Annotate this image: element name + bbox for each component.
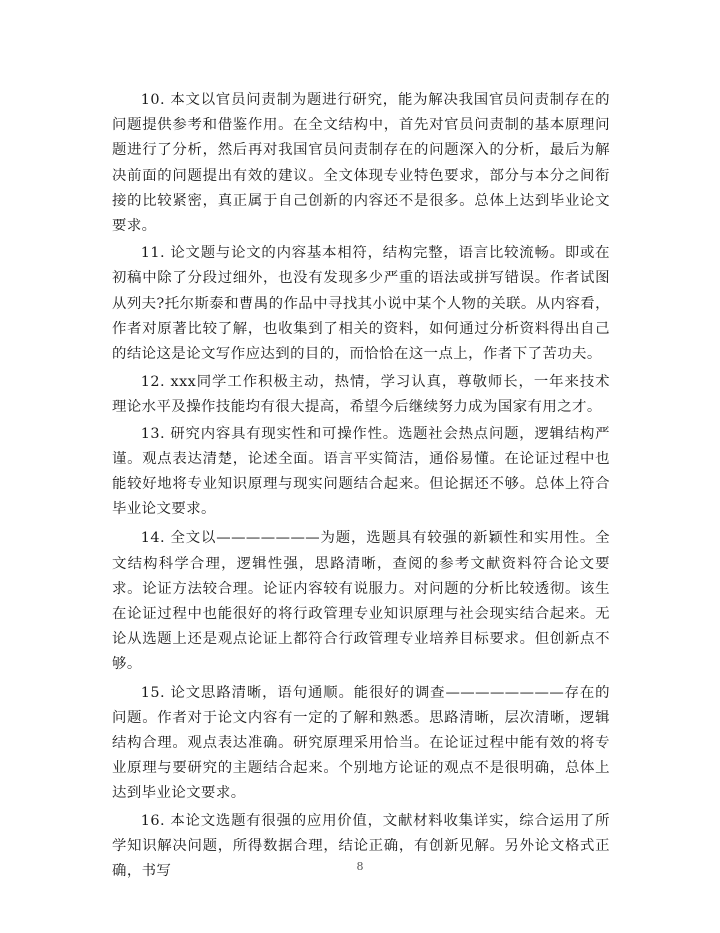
paragraph-13: 13. 研究内容具有现实性和可操作性。选题社会热点问题，逻辑结构严谨。观点表达清楚，论述全面。语言平实简洁，通俗易懂。在论证过程中也能较好地将专业知识原理与现实问题结合起来。但论据还不够。总体上符合毕业论文要求。 [112, 425, 610, 518]
document-body [112, 88, 610, 884]
paragraph-12: 12. xxx同学工作积极主动，热情，学习认真，尊敬师长，一年来技术理论水平及操作技能均有很大提高，希望今后继续努力成为国家有用之才。 [112, 374, 610, 416]
paragraph-11: 11. 论文题与论文的内容基本相符，结构完整，语言比较流畅。即或在初稿中除了分段过细外，也没有发现多少严重的语法或拼写错误。作者试图从列夫?托尔斯泰和曹禺的作品中寻找其小说中某个人物的关联。从内容看，作者对原著比较了解，也收集到了相关的资料，如何通过分析资料得出自己的结论这是论文写作应达到的目的，而恰恰在这一点上，作者下了苦功夫。 [112, 245, 610, 363]
paragraph-16: 16. 本论文选题有很强的应用价值，文献材料收集详实，综合运用了所学知识解决问题，所得数据合理，结论正确，有创新见解。另外论文格式正确，书写 [112, 812, 610, 880]
paragraph-10: 10. 本文以官员问责制为题进行研究，能为解决我国官员问责制存在的问题提供参考和借鉴作用。在全文结构中，首先对官员问责制的基本原理问题进行了分析，然后再对我国官员问责制存在的问题深入的分析，最后为解决前面的问题提出有效的建议。全文体现专业特色要求，部分与本分之间衔接的比较紧密，真正属于自己创新的内容还不是很多。总体上达到毕业论文要求。 [112, 92, 610, 235]
page-number: 8 [356, 860, 364, 873]
paragraph-15: 15. 论文思路清晰，语句通顺。能很好的调查————————存在的问题。作者对于论文内容有一定的了解和熟悉。思路清晰，层次清晰，逻辑结构合理。观点表达准确。研究原理采用恰当。在论证过程中能有效的将专业原理与要研究的主题结合起来。个别地方论证的观点不是很明确，总体上达到毕业论文要求。 [112, 684, 610, 802]
paragraph-14: 14. 全文以———————为题，选题具有较强的新颖性和实用性。全文结构科学合理，逻辑性强，思路清晰，查阅的参考文献资料符合论文要求。论证方法较合理。论证内容较有说服力。对问题的分析比较透彻。该生在论证过程中也能很好的将行政管理专业知识原理与社会现实结合起来。无论从选题上还是观点论证上都符合行政管理专业培养目标要求。但创新点不够。 [112, 530, 610, 673]
